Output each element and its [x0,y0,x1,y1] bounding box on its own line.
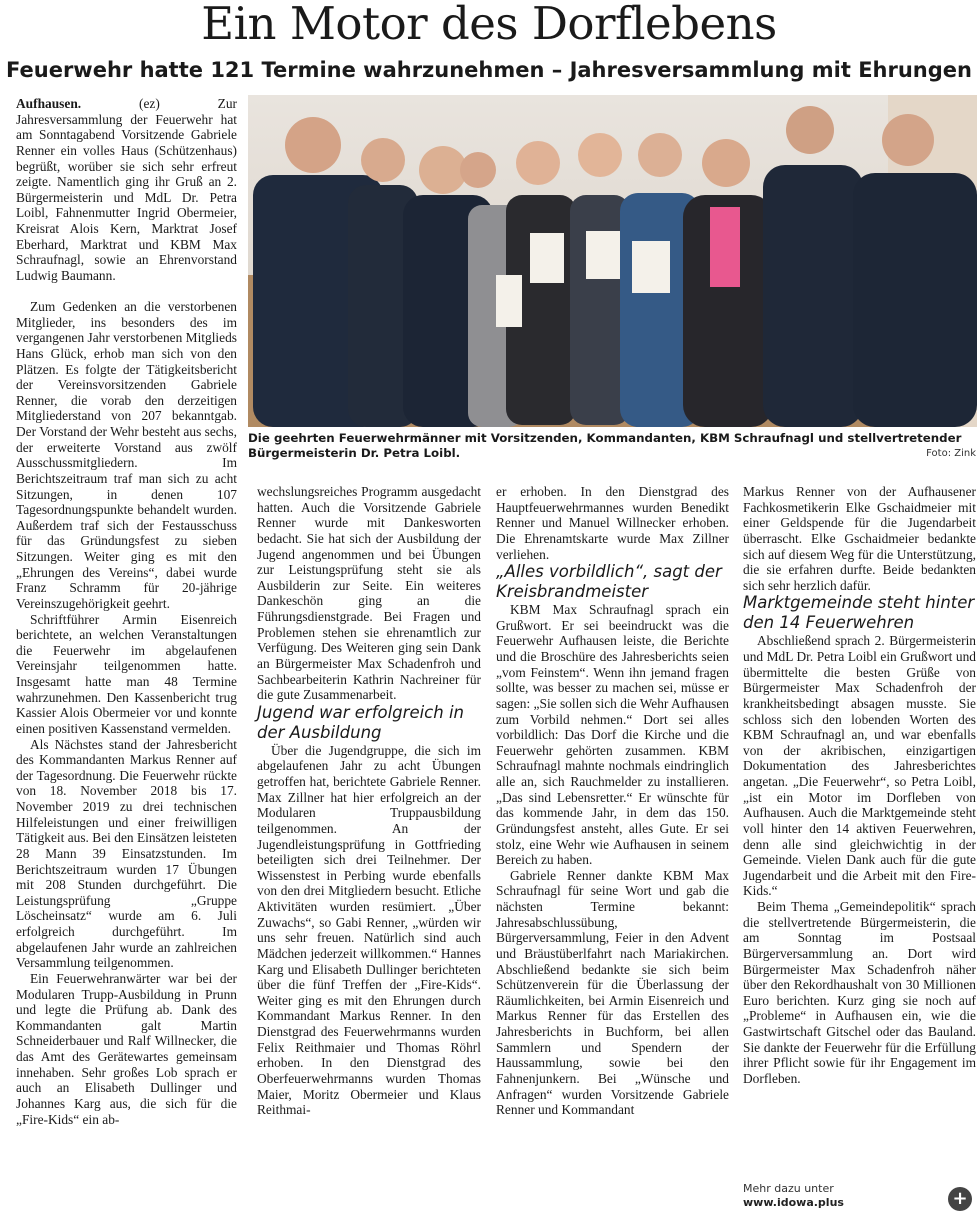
dateline: Aufhausen. [16,96,82,111]
paragraph: Markus Renner von der Aufhausener Fachkosmetikerin Elke Gschaidmeier mit einer Geldspende für die Jugendarbeit überrascht. Elke Gschaidmeier bedankte sich auf diesem Weg für die Unterstützung, die sie erfahren durfte. Beide bedankten sich sehr herzlich dafür. [743,484,976,593]
paragraph: KBM Max Schraufnagl sprach ein Grußwort. Er sei beeindruckt was die Feuerwehr Aufhausen leiste, die Berichte und die Broschüre des Jahresberichts seien „vom Feinstem“. Wenn ihn jemand fragen sollte, was besser zu machen sei, müsse er sagen: „Sie sollen sich die Wehr Aufhausen zum Vorbild nehmen.“ Dort sei alles vorbildlich: Das Dorf die Kirche und die Feuerwehr gehörten zusammen. KBM Schraufnagl mahnte nochmals eindringlich alle an, sich Rauchmelder zu installieren. „Das sind Lebensretter.“ Er wünschte für das kommende Jahr, in dem das 150. Gründungsfest ansteht, alles Gute. Er sei stolz, eine Wehr wie Aufhausen in seinem Bereich zu haben. [496,602,729,868]
paragraph: Zum Gedenken an die verstorbenen Mitglieder, ins besonders des im vergangenen Jahr verstorbenen Mitglieds Hans Glück, erhob man sich von den Plätzen. Es folgte der Tätigkeitsbericht der Vereinsvorsitzenden Gabriele Renner, die vorab den derzeitigen Mitgliederstand von 207 bekanntgab. Der Vorstand der Wehr besteht aus sechs, der erweiterte Vorstand aus zwölf Ausschussmitgliedern. Im Berichtszeitraum traf man sich zu acht Sitzungen, in denen 107 Tagesordnungspunkte behandelt wurden. Außerdem traf sich der Festausschuss für das Gründungsfest zu sieben Sitzungen. Weiter ging es mit den „Ehrungen des Vereins“, dabei wurde Franz Schramm für 20-jährige Vereinszugehörigkeit geehrt. [16,299,238,611]
paragraph: Gabriele Renner dankte KBM Max Schraufnagl für seine Wort und gab die nächsten Termine bekannt: Jahresabschlussübung, Bürgerversammlung, Feier in den Advent und Bräustüberlfahrt nach Mariakirchen. Abschließend bedankte sie sich beim Schützenverein für die Überlassung der Räumlichkeiten, bei Armin Eisenreich und Markus Renner für das Erstellen des Jahresberichts in Buchform, bei allen Sammlern und Spendern der Haussammlung, sowie bei den Fahnenjunkern. Bei „Wünsche und Anfragen“ wurden Vorsitzende Gabriele Renner und Kommandant [496,867,729,1118]
headline: Ein Motor des Dorflebens [201,0,777,50]
article-column-4 [743,484,976,1087]
paragraph: Über die Jugendgruppe, die sich im abgelaufenen Jahr zu acht Übungen getroffen hat, berichtete Gabriele Renner. Max Zillner hat hier erfolgreich an der Modularen Truppausbildung teilgenommen. An der Jugendleistungsprüfung in Gottfrieding beteiligten sich drei Teilnehmer. Der Wissenstest in Perbing wurde ebenfalls von den drei Mitgliedern besucht. Etliche Aktivitäten wurden resümiert. „Über Zuwachs“, so Gabi Renner, „würden wir uns sehr freuen. Natürlich sind auch Mädchen jederzeit willkommen.“ Hannes Karg und Elisabeth Dullinger berichteten über die fünf Treffen der „Fire-Kids“. Weiter ging es mit den Ehrungen durch Kommandant Markus Renner. In den Dienstgrad des Feuerwehrmanns wurden Felix Reithmaier und Thomas Röhrl erhoben. In den Dienstgrad des Oberfeuerwehrmanns wurden Thomas Maier, Moritz Obermeier und Klaus Reithmai- [257,742,481,1118]
section-heading: Marktgemeinde steht hinter den 14 Feuerwehren [743,593,975,633]
paragraph [16,96,237,284]
group-photo-illustration [248,95,977,427]
more-info [743,1182,844,1210]
paragraph: Beim Thema „Gemeindepolitik“ sprach die stellvertretende Bürgermeisterin, die am Sonntag im Postsaal Bürgerversammlung an. Dort wird Bürgermeister Max Schadenfroh näher über den Rekordhaushalt von 30 Millionen Euro berichten. Kurz ging sie noch auf „Probleme“ in Aufhausen ein, wie die Gastwirtschaft Gitschel oder das Bauland. Sie dankte der Feuerwehr für die Erfüllung ihrer Pflicht sowie für ihr Engagement im Dorfleben. [743,899,976,1086]
article-column-1 [16,96,237,1127]
paragraph: Abschließend sprach 2. Bürgermeisterin und MdL Dr. Petra Loibl ein Grußwort und übermittelte die besten Grüße von Bürgermeister Max Schadenfroh der krankheitsbedingt absagen musste. Sie schloss sich den lobenden Worten des KBM Schraufnagl an, und war ebenfalls von der akribischen, einzigartigen Dokumentation des Jahresberichtes angetan. „Die Feuerwehr“, so Petra Loibl, „ist ein Motor im Dorfleben von Aufhausen. Auch die Marktgemeinde steht voll hinter den 14 aktiven Feuerwehren, denn alle sind gleichwichtig in der Gemeinde. Vielen Dank auch für die gute Jugendarbeit und die Arbeit mit den Fire-Kids.“ [743,633,976,899]
section-heading: „Alles vorbildlich“, sagt der Kreisbrandmeister [496,562,722,602]
paragraph: wechslungsreiches Programm ausgedacht hatten. Auch die Vorsitzende Gabriele Renner wurde mit Dankesworten bedacht. Sie hat sich der Ausbildung der Jugend angenommen und bei Übungen zur Leistungsprüfung steht sie als Ausbilderin zur Seite. Ein weiteres Dankeschön ging an die Führungsdienstgrade. Bei Fragen und Problemen stehen sie ehrenamtlich zur Verfügung. Des Weiteren ging sein Dank an Bürgermeister Max Schadenfroh und Sachbearbeiterin Kathrin Nachreiner für die gute Zusammenarbeit. [257,484,481,703]
more-info-link[interactable]: www.idowa.plus [743,1196,844,1209]
photo-caption-text: Die geehrten Feuerwehrmänner mit Vorsitzenden, Kommandanten, KBM Schraufnagl und stellvertretender Bürgermeisterin Dr. Petra Loibl. [248,431,962,460]
subheadline: Feuerwehr hatte 121 Termine wahrzunehmen – Jahresversammlung mit Ehrungen [6,58,972,82]
paragraph: Schriftführer Armin Eisenreich berichtete, an welchen Veranstaltungen die Feuerwehr im abgelaufenen Vereinsjahr teilgenommen hatte. Insgesamt hatte man 48 Termine wahrzunehmen. Den Kassenbericht trug Kassier Alois Obermeier vor und konnte einen positiven Kassenstand vermelden. [16,611,237,736]
article-column-2 [257,484,481,1118]
paragraph-text: (ez) Zur Jahresversammlung der Feuerwehr hat am Sonntagabend Vorsitzende Gabriele Renner ein volles Haus (Schützenhaus) begrüßt, worüber sie sich sehr erfreut zeigte. Namentlich ging ihr Gruß an 2. Bürgermeisterin und MdL Dr. Petra Loibl, Fahnenmutter Ingrid Obermeier, Kreisrat Alois Kern, Marktrat Josef Eberhard, Marktrat und KBM Max Schraufnagl, sowie an Ehrenvorstand Ludwig Baumann. [16,96,237,283]
photo-caption [248,431,976,461]
paragraph: er erhoben. In den Dienstgrad des Hauptfeuerwehrmannes wurden Benedikt Renner und Manuel Willnecker erhoben. Die Ehrenamtskarte wurde Max Zillner verliehen. [496,484,729,562]
group-photo [248,95,977,427]
photo-credit: Foto: Zink [926,448,976,459]
article-column-3 [496,484,729,1118]
paragraph: Als Nächstes stand der Jahresbericht des Kommandanten Markus Renner auf der Tagesordnung. Die Feuerwehr rückte von 18. November 2018 bis 17. November 2019 zu drei technischen Hilfeleistungen und einer freiwilligen Tätigkeit aus. Bei den Einsätzen leisteten 28 Mann 39 Einsatzstunden. Im Berichtszeitraum wurden 17 Übungen mit 208 Stunden durchgeführt. Die Leistungsprüfung „Gruppe Löscheinsatz“ wurde am 6. Juli erfolgreich durchgeführt. Im abgelaufenen Jahr wurde an zahlreichen Versammlung teilgenommen. [16,736,237,971]
more-info-label: Mehr dazu unter [743,1182,834,1195]
paragraph: Ein Feuerwehranwärter war bei der Modularen Trupp-Ausbildung in Prunn und legte die Prüfung ab. Dank des Kommandanten galt Martin Schneiderbauer und Ralf Willnecker, die das Amt des Gerätewartes gemeinsam innehaben. Sehr großes Lob sprach er auch an Elisabeth Dullinger und Johannes Karg aus, die sich für die „Fire-Kids“ ein ab- [16,970,237,1127]
plus-circle-icon[interactable]: + [948,1187,972,1211]
section-heading: Jugend war erfolgreich in der Ausbildung [257,702,464,742]
